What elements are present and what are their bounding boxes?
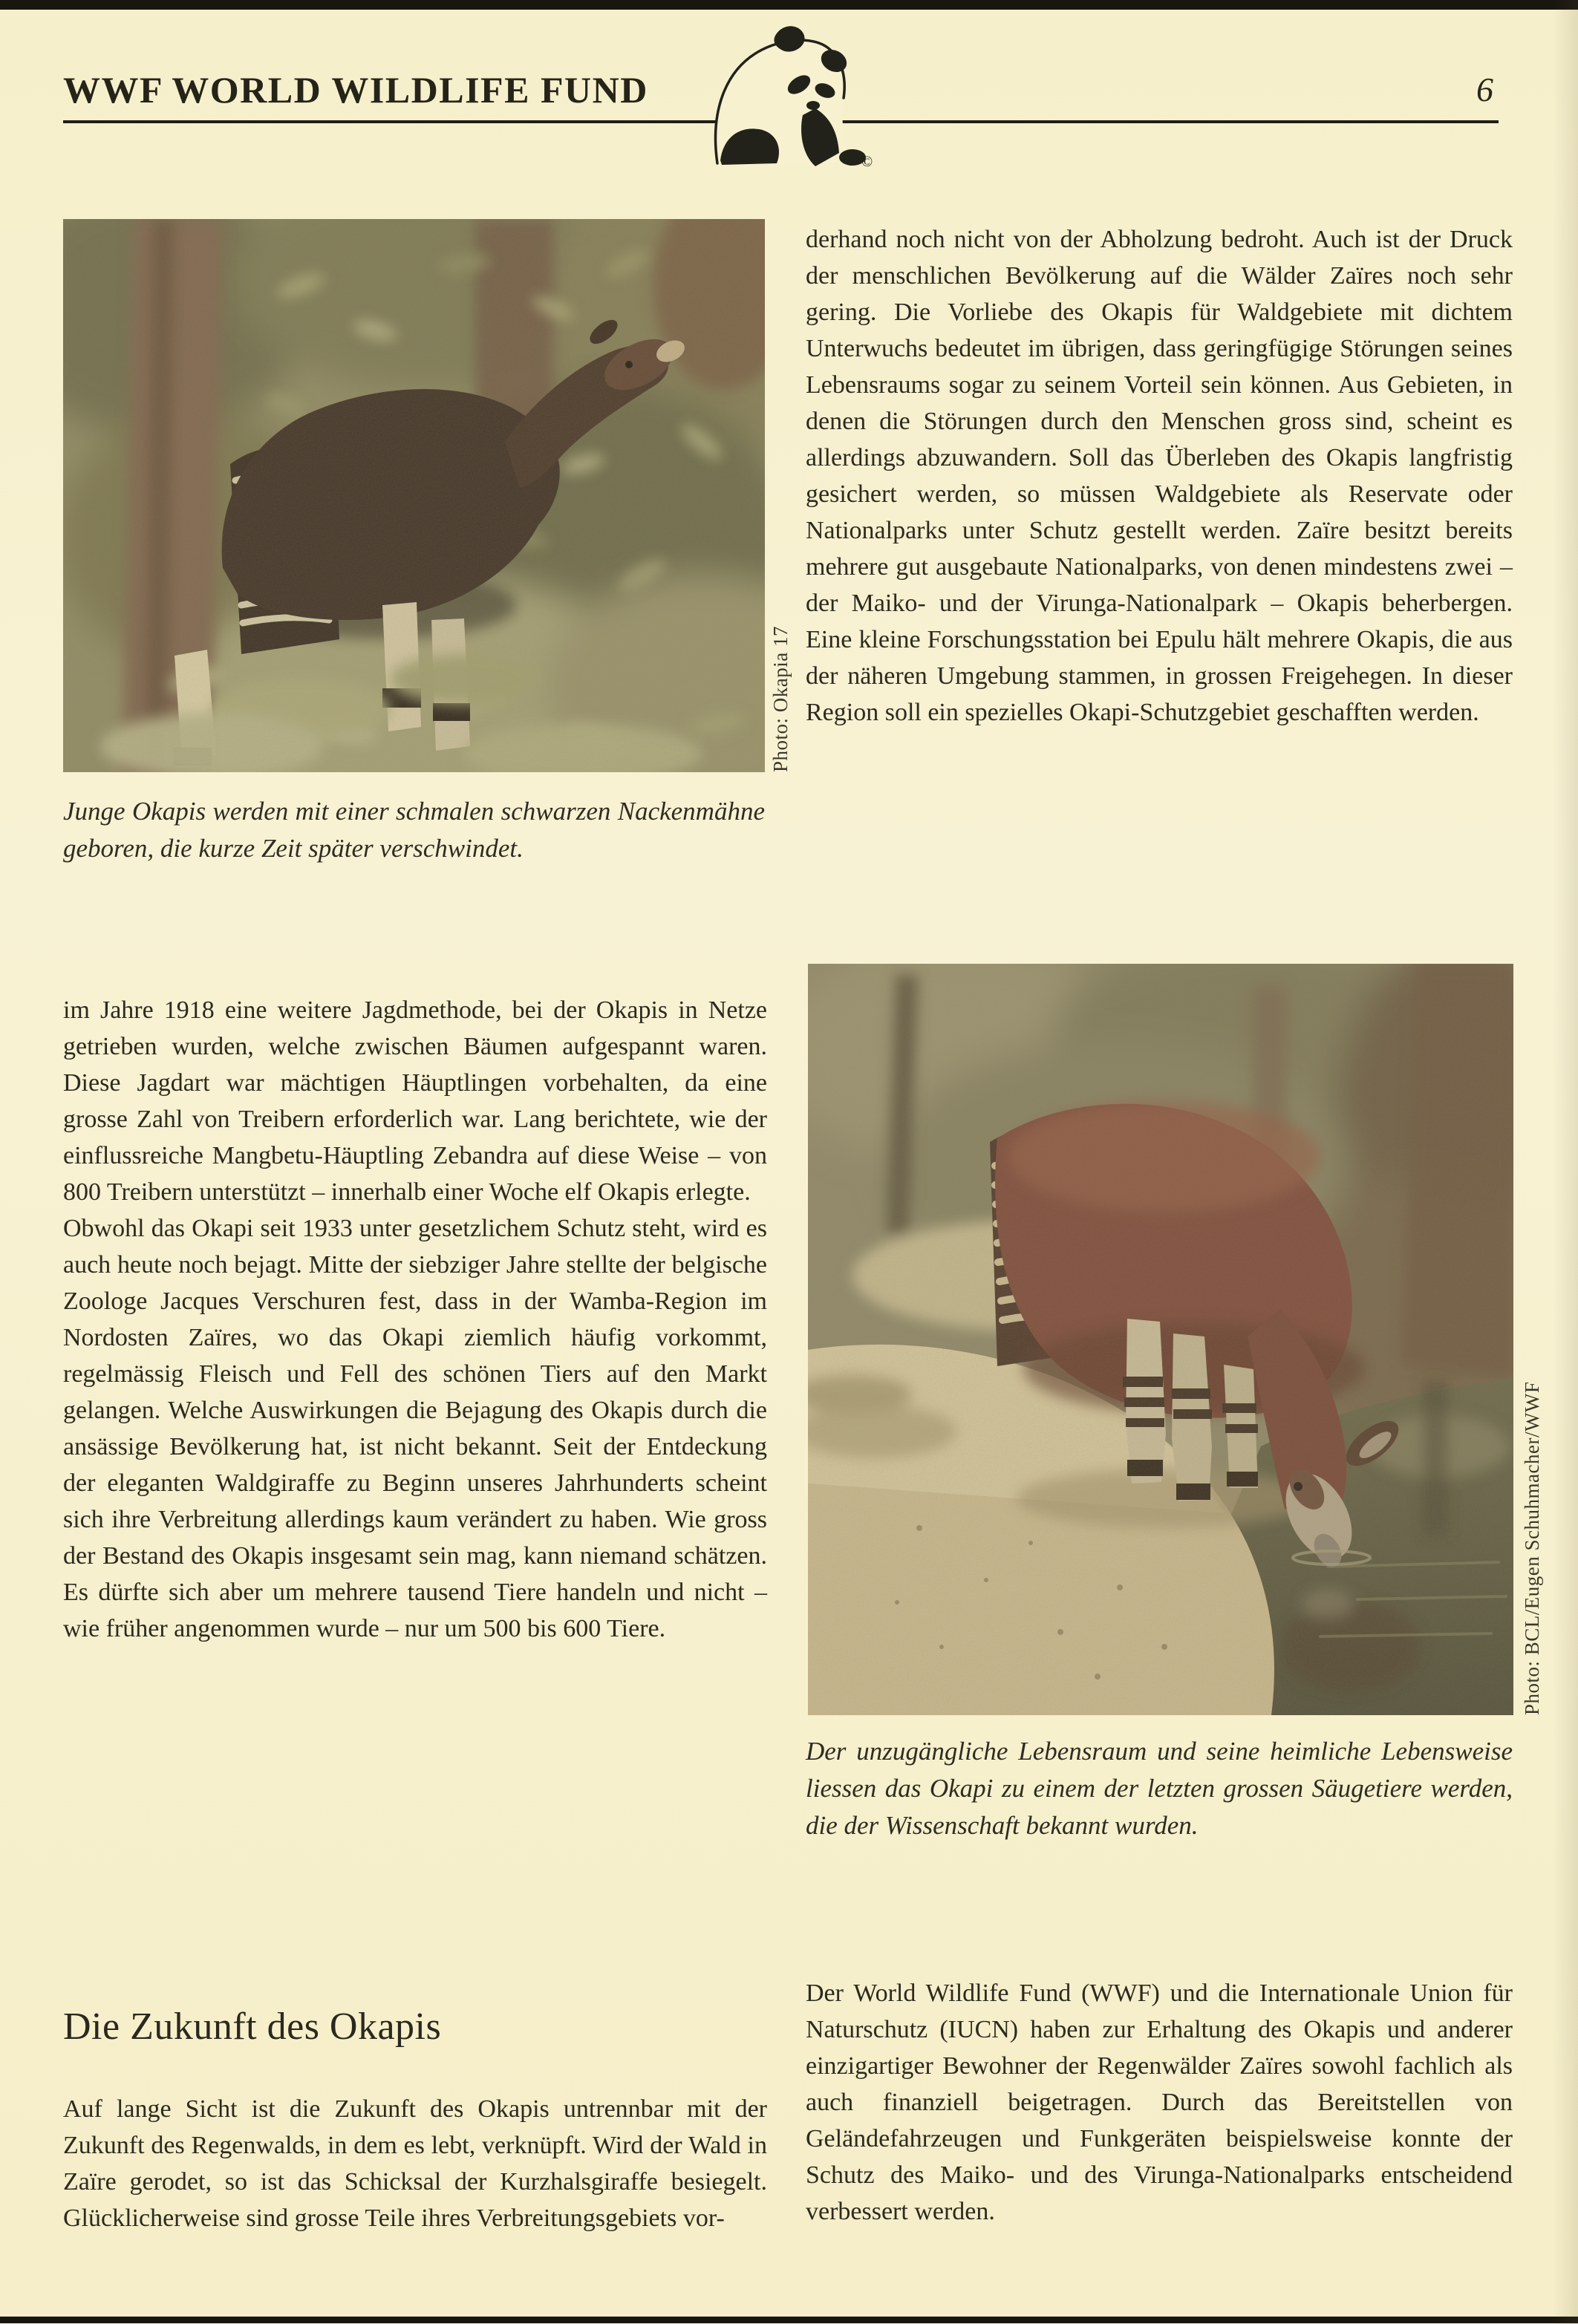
copyright-mark: © — [861, 154, 873, 169]
paragraph: derhand noch nicht von der Abholzung bedroht. Auch ist der Druck der menschlichen Bevölkerung auf die Wälder Zaïres noch sehr gering. Die Vorliebe des Okapis für Waldgebiete mit dichtem Unterwuchs bedeutet im übrigen, dass geringfügige Störungen seines Lebensraums sogar zu seinem Vorteil sein können. Aus Gebieten, in denen die Störungen durch den Menschen gross sind, scheint es allerdings abzuwandern. Soll das Überleben des Okapis langfristig gesichert werden, so müssen Waldgebiete als Reservate oder Nationalparks unter Schutz gestellt werden. Zaïre besitzt bereits mehrere gut ausgebaute Nationalparks, von denen mindestens zwei – der Maiko- und der Virunga-Nationalpark – Okapis beherbergen. Eine kleine Forschungsstation bei Epulu hält mehrere Okapis, die aus der näheren Umgebung stammen, in grossen Freigehegen. In dieser Region soll ein spezielles Okapi-Schutzgebiet geschafften werden. — [806, 226, 1513, 726]
article-left-bottom — [63, 2091, 767, 2236]
photo-credit-right: Photo: BCL/Eugen Schuhmacher/WWF — [1521, 1381, 1543, 1715]
wwf-panda-icon — [704, 21, 881, 169]
section-heading: Die Zukunft des Okapis — [63, 2005, 442, 2048]
brand-title: WWF WORLD WILDLIFE FUND — [63, 69, 648, 111]
bottom-border — [0, 2317, 1578, 2323]
photo-caption-right: Der unzugängliche Lebensraum und seine heimliche Lebensweise liessen das Okapi zu einem der letzten grossen Säugetiere werden, die der Wissenschaft bekannt wurden. — [806, 1737, 1513, 1840]
okapi-drinking-photo — [808, 964, 1513, 1715]
page-number: 6 — [1476, 71, 1493, 108]
article-right-top — [806, 221, 1513, 731]
page-edge-shade — [1553, 0, 1578, 2324]
article-left-middle — [63, 992, 767, 1647]
paragraph: Obwohl das Okapi seit 1933 unter gesetzlichem Schutz steht, wird es auch heute noch bejagt. Mitte der siebziger Jahre stellte der belgische Zoologe Jacques Verschuren fest, dass in der Wamba-Region im Nordosten Zaïres, wo das Okapi ziemlich häufig vorkommt, regelmässig Fleisch und Fell des schönen Tiers auf den Markt gelangen. Welche Auswirkungen die Bejagung des Okapis durch die ansässige Bevölkerung hat, ist nicht bekannt. Seit der Entdeckung der eleganten Waldgiraffe zu Beginn unseres Jahrhunderts scheint sich ihre Verbreitung allerdings kaum verändert zu haben. Wie gross der Bestand des Okapis insgesamt sein mag, kann niemand schätzen. Es dürfte sich aber um mehrere tausend Tiere handeln und nicht – wie früher angenommen wurde – nur um 500 bis 600 Tiere. — [63, 1215, 767, 1642]
paragraph: Der World Wildlife Fund (WWF) und die Internationale Union für Naturschutz (IUCN) haben zur Erhaltung des Okapis und anderer einzigartiger Bewohner der Regenwälder Zaïres sowohl fachlich als auch finanziell beigetragen. Durch das Bereitstellen von Geländefahrzeugen und Funkgeräten beispielsweise konnte der Schutz des Maiko- und des Virunga-Nationalparks entscheidend verbessert werden. — [806, 1979, 1513, 2225]
paragraph: Auf lange Sicht ist die Zukunft des Okapis untrennbar mit der Zukunft des Regenwalds, in dem es lebt, verknüpft. Wird der Wald in Zaïre gerodet, so ist das Schicksal der Kurzhalsgiraffe besiegelt. Glücklicherweise sind grosse Teile ihres Verbreitungsgebiets vor- — [63, 2095, 767, 2232]
top-border — [0, 0, 1578, 10]
okapi-juvenile-photo — [63, 219, 765, 772]
photo-credit-left: Photo: Okapia 17 — [769, 626, 792, 772]
photo-caption-left: Junge Okapis werden mit einer schmalen schwarzen Nackenmähne geboren, die kurze Zeit später verschwindet. — [63, 797, 765, 863]
paragraph: im Jahre 1918 eine weitere Jagdmethode, bei der Okapis in Netze getrieben wurden, welche zwischen Bäumen aufgespannt waren. Diese Jagdart war mächtigen Häuptlingen vorbehalten, da eine grosse Zahl von Treibern erforderlich war. Lang berichtete, wie der einflussreiche Mangbetu-Häuptling Zebandra auf diese Weise – von 800 Treibern unterstützt – innerhalb einer Woche elf Okapis erlegte. — [63, 996, 767, 1206]
article-right-bottom — [806, 1975, 1513, 2230]
